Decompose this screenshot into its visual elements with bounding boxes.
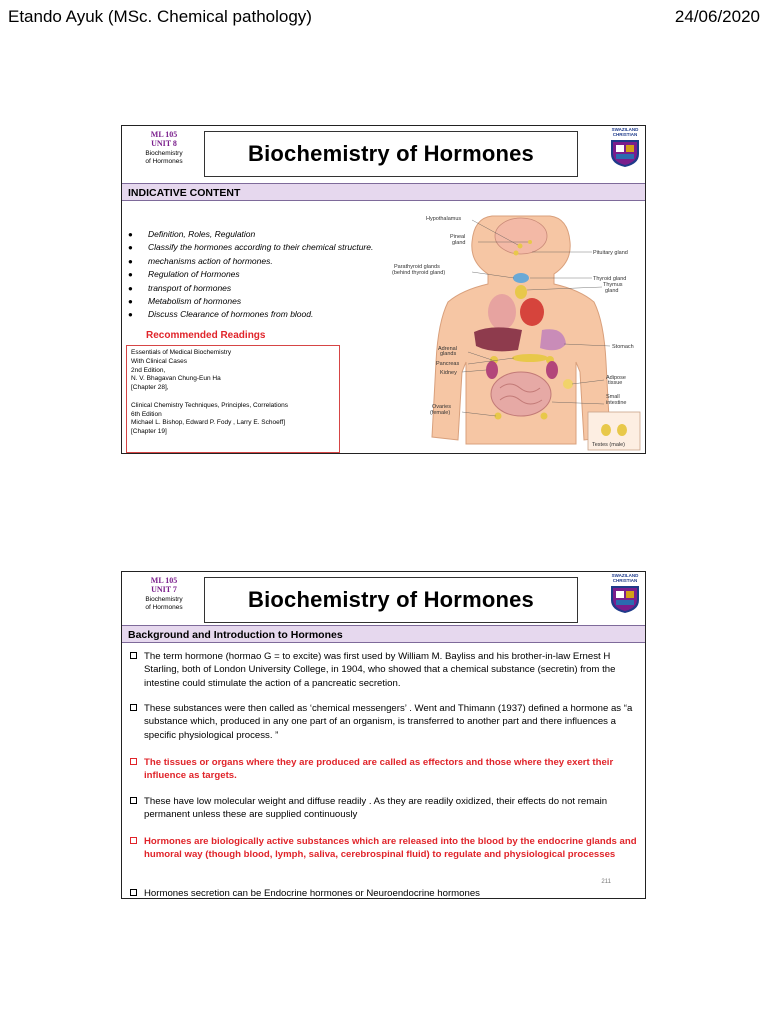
unit-number: UNIT 8 [151, 139, 177, 148]
slide-page-number: 211 [601, 879, 611, 885]
slide-indicative-content [121, 125, 646, 454]
checkbox-bullet-icon [130, 758, 137, 765]
label-stomach: Stomach [612, 344, 634, 350]
section-heading: Background and Introduction to Hormones [122, 625, 645, 643]
reading-line: N. V. Bhagavan Chung-Eun Ha [131, 375, 221, 383]
list-item: ● mechanisms action of hormones. [128, 255, 273, 266]
crest-icon [609, 584, 641, 614]
paragraph-item: These substances were then called as ‘chemical messengers’ . Went and Thimann (1937) defined a hormone as “a substance which, produced in any one part of an organism, is transferred to another part and there influences a specific physiological process. ” [130, 702, 640, 742]
liver-shape [474, 327, 522, 351]
label-adrenal-2: glands [440, 351, 457, 357]
label-hypothalamus: Hypothalamus [426, 216, 462, 222]
logo-text-line1: SWAZILAND [611, 573, 639, 578]
label-ovaries-2: (female) [430, 410, 451, 416]
reading-line: [Chapter 28], [131, 384, 169, 392]
label-adipose-2: tissue [608, 380, 623, 386]
author-name: Etando Ayuk (MSc. Chemical pathology) [8, 7, 312, 26]
list-item: ● Discuss Clearance of hormones from blood. [128, 309, 314, 320]
logo-text-line2: CHRISTIAN [612, 578, 638, 583]
unit-subject-line2: of Hormones [145, 158, 183, 165]
reading-line: Clinical Chemistry Techniques, Principles, Correlations [131, 401, 289, 409]
list-item: ● Definition, Roles, Regulation [128, 229, 256, 239]
university-logo [606, 127, 644, 173]
slide-title: Biochemistry of Hormones [204, 577, 578, 623]
slide-background-introduction [121, 571, 646, 899]
logo-text-line1: SWAZILAND [611, 127, 639, 132]
intestine-shape [491, 372, 551, 416]
label-parathyroid-2: (behind thyroid gland) [392, 270, 446, 276]
label-pineal-2: gland [452, 240, 466, 246]
reading-line: With Clinical Cases [131, 357, 187, 365]
label-parathyroid: Parathyroid glands [394, 264, 440, 270]
reading-line: Michael L. Bishop, Edward P. Fody , Larry E. Schoeff] [131, 419, 286, 427]
reading-line: Essentials of Medical Biochemistry [131, 349, 232, 356]
label-small-intestine: Small [606, 394, 620, 400]
reading-line: 2nd Edition, [131, 366, 166, 374]
unit-label [128, 130, 200, 166]
paragraph-item-highlight: Hormones are biologically active substances which are released into the blood by the endocrine glands and humoral way (though blood, lymph, saliva, cerebrospinal fluid) to regulate and physiological processes [130, 835, 640, 862]
slide-title: Biochemistry of Hormones [204, 131, 578, 177]
thyroid-shape [513, 273, 529, 283]
paragraph-item: These have low molecular weight and diffuse readily . As they are readily oxidized, their effects do not remain permanent unless these are supplied continuously [130, 795, 640, 822]
paragraph-item: The term hormone (hormao G = to excite) was first used by William M. Bayliss and his brother-in-law Ernest H Starling, both of London University College, in 1904, who showed that a chemical substance (secretin) from the intestine could stimulate the action of a pancreatic secretion. [130, 650, 640, 690]
label-small-intestine-2: intestine [606, 400, 627, 406]
section-heading: INDICATIVE CONTENT [122, 183, 645, 201]
label-testes: Testes (male) [592, 442, 626, 448]
paragraph-item: Hormones secretion can be Endocrine hormones or Neuroendocrine hormones [130, 887, 640, 899]
brain-shape [495, 218, 547, 254]
university-logo [606, 573, 644, 619]
checkbox-bullet-icon [130, 652, 137, 659]
thymus-shape [515, 285, 527, 299]
unit-code: ML 105 [150, 130, 178, 139]
checkbox-bullet-icon [130, 889, 137, 896]
label-thymus-2: gland [605, 288, 619, 294]
recommended-readings-box [126, 345, 340, 453]
label-pituitary: Pituitary gland [593, 250, 628, 256]
checkbox-bullet-icon [130, 797, 137, 804]
list-item: ● transport of hormones [128, 282, 232, 293]
recommended-readings-title: Recommended Readings [146, 330, 266, 341]
checkbox-bullet-icon [130, 837, 137, 844]
pineal-dot [528, 240, 532, 244]
label-thyroid: Thyroid gland [593, 276, 627, 282]
hypothalamus-dot [518, 244, 523, 249]
list-item: ● Metabolism of hormones [128, 296, 242, 307]
reading-line: 6th Edition [131, 410, 162, 418]
checkbox-bullet-icon [130, 704, 137, 711]
logo-text-line2: CHRISTIAN [612, 132, 638, 137]
paragraph-item-highlight: The tissues or organs where they are produced are called as effectors and those where they exert their influence as targets. [130, 756, 640, 783]
pituitary-dot [514, 251, 519, 256]
label-pancreas: Pancreas [436, 361, 460, 367]
unit-number: UNIT 7 [151, 585, 177, 594]
reading-line: [Chapter 19] [131, 428, 167, 436]
unit-subject-line1: Biochemistry [145, 150, 183, 157]
endocrine-system-diagram [392, 212, 644, 452]
content-list [126, 228, 426, 322]
label-kidney: Kidney [440, 370, 457, 376]
unit-code: ML 105 [150, 576, 178, 585]
unit-subject-line2: of Hormones [145, 604, 183, 611]
label-thymus: Thymus [603, 282, 623, 288]
crest-icon [609, 138, 641, 168]
list-item: ● Regulation of Hormones [128, 269, 240, 280]
label-pineal: Pineal [450, 234, 466, 240]
unit-subject-line1: Biochemistry [145, 596, 183, 603]
list-item: ● Classify the hormones according to their chemical structure. [128, 242, 374, 253]
label-ovaries: Ovaries [432, 404, 451, 410]
label-adipose: Adipose [606, 375, 626, 381]
page-header [0, 0, 768, 40]
unit-label [128, 576, 200, 612]
label-adrenal: Adrenal [438, 346, 457, 352]
document-date: 24/06/2020 [674, 7, 760, 26]
